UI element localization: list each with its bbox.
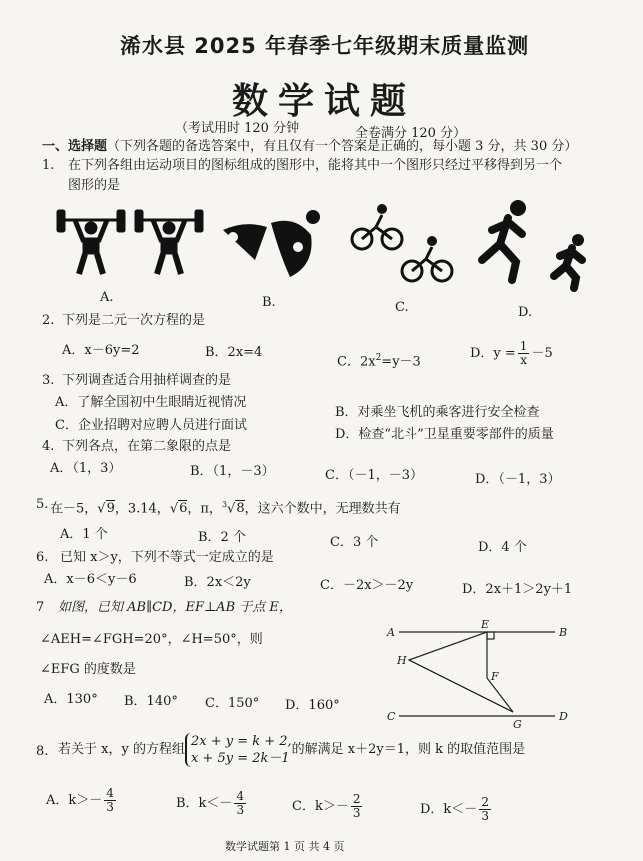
q7-number: 7 <box>36 600 45 615</box>
q8-c-text: C．k＞－ <box>292 799 349 814</box>
q8-b-fraction <box>234 790 246 817</box>
q5-option-a: A．1 个 <box>60 527 108 542</box>
label-a: A <box>387 626 395 639</box>
section-heading <box>42 139 577 155</box>
q8-option-b <box>176 790 248 817</box>
q5-sqrt9: 9 <box>106 501 115 517</box>
q2-option-d <box>470 340 553 367</box>
swimmer-pair-icon <box>215 205 335 280</box>
q2-c-rest: =y－3 <box>381 354 421 370</box>
q5-pi: ，π， <box>187 501 222 517</box>
label-g: G <box>513 718 522 731</box>
q8-option-d <box>420 796 493 823</box>
q4-option-b: B．（1，－3） <box>190 464 275 479</box>
q3-option-d: D．检查“北斗”卫星重要零部件的质量 <box>335 427 554 442</box>
q5-option-d: D．4 个 <box>478 540 527 555</box>
q3-option-c: C．企业招聘对应聘人员进行面试 <box>55 418 247 433</box>
label-c: C <box>387 710 396 723</box>
q5-number: 5. <box>36 497 49 512</box>
q8-d-den: 3 <box>481 809 489 823</box>
q8-option-a <box>46 787 118 814</box>
q8-number: 8. <box>36 744 49 759</box>
label-f: F <box>491 670 499 683</box>
right-angle-mark <box>487 632 494 639</box>
page-footer: 数学试题第 1 页 共 4 页 <box>225 840 345 853</box>
q7-option-a: A．130° <box>44 692 98 707</box>
q8-c-den: 3 <box>352 806 361 820</box>
segment-hg <box>409 660 513 712</box>
q8-b-num: 4 <box>236 789 245 803</box>
q8-stem-pre: 若关于 x，y 的方程组 <box>58 742 185 757</box>
q5-cbrt8: 8 <box>236 501 245 517</box>
q5-sqrt6: 6 <box>179 501 188 517</box>
q2-c-exp: 2 <box>375 353 382 363</box>
label-b: B <box>559 626 568 639</box>
q6-option-d: D．2x＋1＞2y＋1 <box>462 582 573 597</box>
label-d: D <box>559 710 568 723</box>
cyclist-pair-icon <box>348 205 458 285</box>
q6-option-b: B．2x＜2y <box>184 575 251 590</box>
q2-d-num: 1 <box>519 339 528 353</box>
q3-stem: 下列调查适合用抽样调查的是 <box>62 373 232 388</box>
q4-option-c: C．（－1，－3） <box>325 468 423 483</box>
segment-fg <box>487 678 513 712</box>
exam-time: （考试用时 120 分钟 <box>175 121 300 136</box>
q4-option-d: D．（－1，3） <box>475 472 561 487</box>
q7-line3: ∠EFG 的度数是 <box>40 662 136 677</box>
label-e: E <box>481 618 490 631</box>
label-h: H <box>397 654 407 667</box>
q5-option-b: B．2 个 <box>198 530 246 545</box>
q2-option-b: B．2x=4 <box>205 345 263 360</box>
q8-option-c <box>292 793 364 820</box>
q8-a-den: 3 <box>106 800 114 814</box>
q5-stem-pre: 在－5， <box>50 501 98 517</box>
q8-equation-system <box>185 733 292 767</box>
q2-option-c <box>337 350 421 370</box>
q8-b-den: 3 <box>236 803 245 817</box>
q8-d-fraction <box>479 796 491 823</box>
q8-c-num: 2 <box>352 792 361 806</box>
q8-d-text: D．k＜－ <box>420 802 478 817</box>
q8-d-num: 2 <box>481 795 489 809</box>
q1-stem-line2: 图形的是 <box>68 178 121 193</box>
q2-option-a: A．x－6y=2 <box>62 343 140 358</box>
q2-d-den: x <box>520 353 527 367</box>
q2-d-rest: －5 <box>531 346 553 361</box>
q3-option-b: B．对乘坐飞机的乘客进行安全检查 <box>335 405 540 420</box>
q5-stem-mid: ，3.14， <box>114 501 170 517</box>
q5-cbrt-index: 3 <box>221 500 228 509</box>
q8-b-text: B．k＜－ <box>176 796 233 811</box>
q6-option-c: C．－2x＞－2y <box>320 578 414 593</box>
q7-option-d: D．160° <box>285 698 340 713</box>
q4-option-a: A．（1，3） <box>50 461 122 476</box>
q7-line2: ∠AEH=∠FGH=20°，∠H=50°，则 <box>40 632 263 647</box>
q2-d-text: D．y = <box>470 346 516 361</box>
q7-option-b: B．140° <box>124 694 178 709</box>
q7-line1: 如图，已知 AB∥CD，EF⊥AB 于点 E， <box>58 600 292 615</box>
q1-option-d: D. <box>518 305 533 320</box>
q1-stem-line1: 在下列各组由运动项目的图标组成的图形中，能将其中一个图形只经过平移得到另一个 <box>68 158 563 173</box>
q5-stem-post: ，这六个数中，无理数共有 <box>244 501 401 517</box>
q8-a-num: 4 <box>106 786 114 800</box>
section-title: 一、选择题 <box>42 139 108 154</box>
q8-c-fraction <box>351 793 363 820</box>
q2-stem: 下列是二元一次方程的是 <box>62 313 206 328</box>
q7-option-c: C．150° <box>205 696 260 711</box>
exam-subject-title: 数学试题 <box>232 81 417 122</box>
q7-geometry-figure <box>385 620 575 735</box>
q8-stem <box>58 733 525 767</box>
exam-score: 全卷满分 120 分） <box>355 126 467 141</box>
q2-d-fraction <box>518 340 530 367</box>
q3-option-a: A．了解全国初中生眼睛近视情况 <box>55 395 247 410</box>
q1-option-a: A. <box>100 290 114 305</box>
q5-stem: 在－5，√9，3.14，√6，π，$^3$√8，这六个数中，无理数共有 <box>50 500 401 517</box>
q8-a-text: A．k＞－ <box>46 793 103 808</box>
q6-option-a: A．x－6＜y－6 <box>44 572 137 587</box>
q6-stem: 已知 x＞y，下列不等式一定成立的是 <box>60 550 274 565</box>
q8-eq2: x + 5y = 2k－1 <box>190 751 290 766</box>
exam-title: 浠水县 2025 年春季七年级期末质量监测 <box>120 34 530 58</box>
q1-number: 1. <box>42 158 55 173</box>
weightlifter-pair-icon <box>55 200 205 280</box>
q3-number: 3. <box>42 373 55 388</box>
q5-option-c: C．3 个 <box>330 535 379 550</box>
q6-number: 6. <box>36 550 49 565</box>
q1-option-b: B. <box>262 295 276 310</box>
q2-number: 2. <box>42 313 55 328</box>
q1-option-c: C. <box>395 300 409 315</box>
q8-stem-post: 的解满足 x＋2y＝1，则 k 的取值范围是 <box>291 742 526 757</box>
q2-c-text: C．2x <box>337 354 376 370</box>
q8-eq1: 2x + y = k + 2, <box>190 734 292 749</box>
section-instruction: （下列各题的备选答案中，有且仅有一个答案是正确的，每小题 3 分，共 30 分） <box>107 139 578 154</box>
runner-pair-icon <box>468 200 608 292</box>
q4-stem: 下列各点，在第二象限的点是 <box>62 439 232 454</box>
q4-number: 4. <box>42 439 55 454</box>
q8-a-fraction <box>104 787 116 814</box>
